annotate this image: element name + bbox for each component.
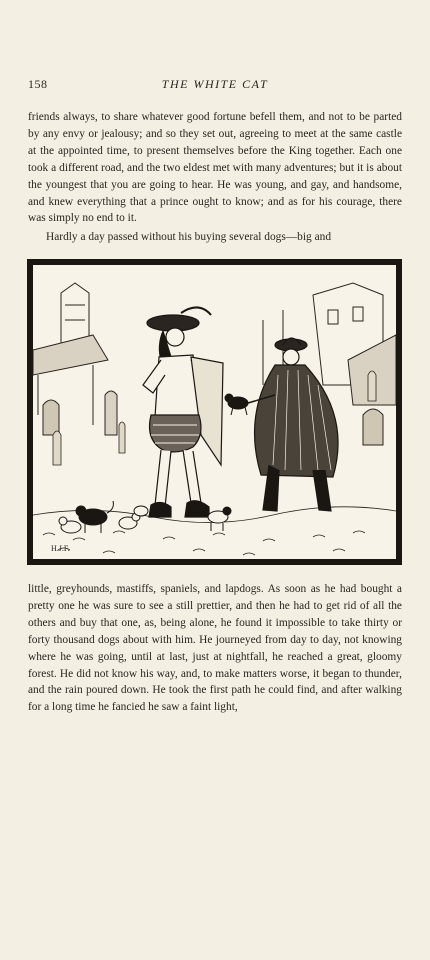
prince-buying-dog-engraving xyxy=(33,265,396,559)
offered-dog xyxy=(225,394,248,415)
paragraph-2: Hardly a day passed without his buying several dogs—big and xyxy=(46,231,332,243)
page-header xyxy=(28,77,402,93)
dog-seller-figure xyxy=(248,338,338,511)
page-number: 158 xyxy=(28,77,48,91)
prince-figure xyxy=(143,307,223,517)
running-title: THE WHITE CAT xyxy=(161,77,269,91)
paragraph-3: little, greyhounds, mastiffs, spaniels, and lapdogs. As soon as he had bought a pretty one he was sure to see a still prettier, and then he had to get rid of all the others and buy that one, as, being alone, he found it impossible to take thirty or forty thousand dogs about with him. He journeyed from day to day, not knowing where he was going, until at last, just at nightfall, he reached a great, gloomy forest. He did not know his way, and, to make matters worse, it began to thunder, and the rain poured down. He took the first path he could find, and after walking for a long time he fancied he saw a faint light, xyxy=(28,583,402,714)
artist-signature: H.J.F. xyxy=(51,544,70,553)
illustration xyxy=(27,259,402,565)
buildings-left xyxy=(33,283,117,435)
paragraph-1: friends always, to share whatever good fortune befell them, and not to be parted by any envy or jealousy; and so they set out, agreeing to meet at the same castle at the appointed time, to present themselves before the King together. Each one took a different road, and the two eldest met with many adventures; but it is about the youngest that you are going to hear. He was young, and gay, and handsome, and knew everything that a prince ought to know; and as for his courage, there was simply no end to it. xyxy=(28,111,402,225)
